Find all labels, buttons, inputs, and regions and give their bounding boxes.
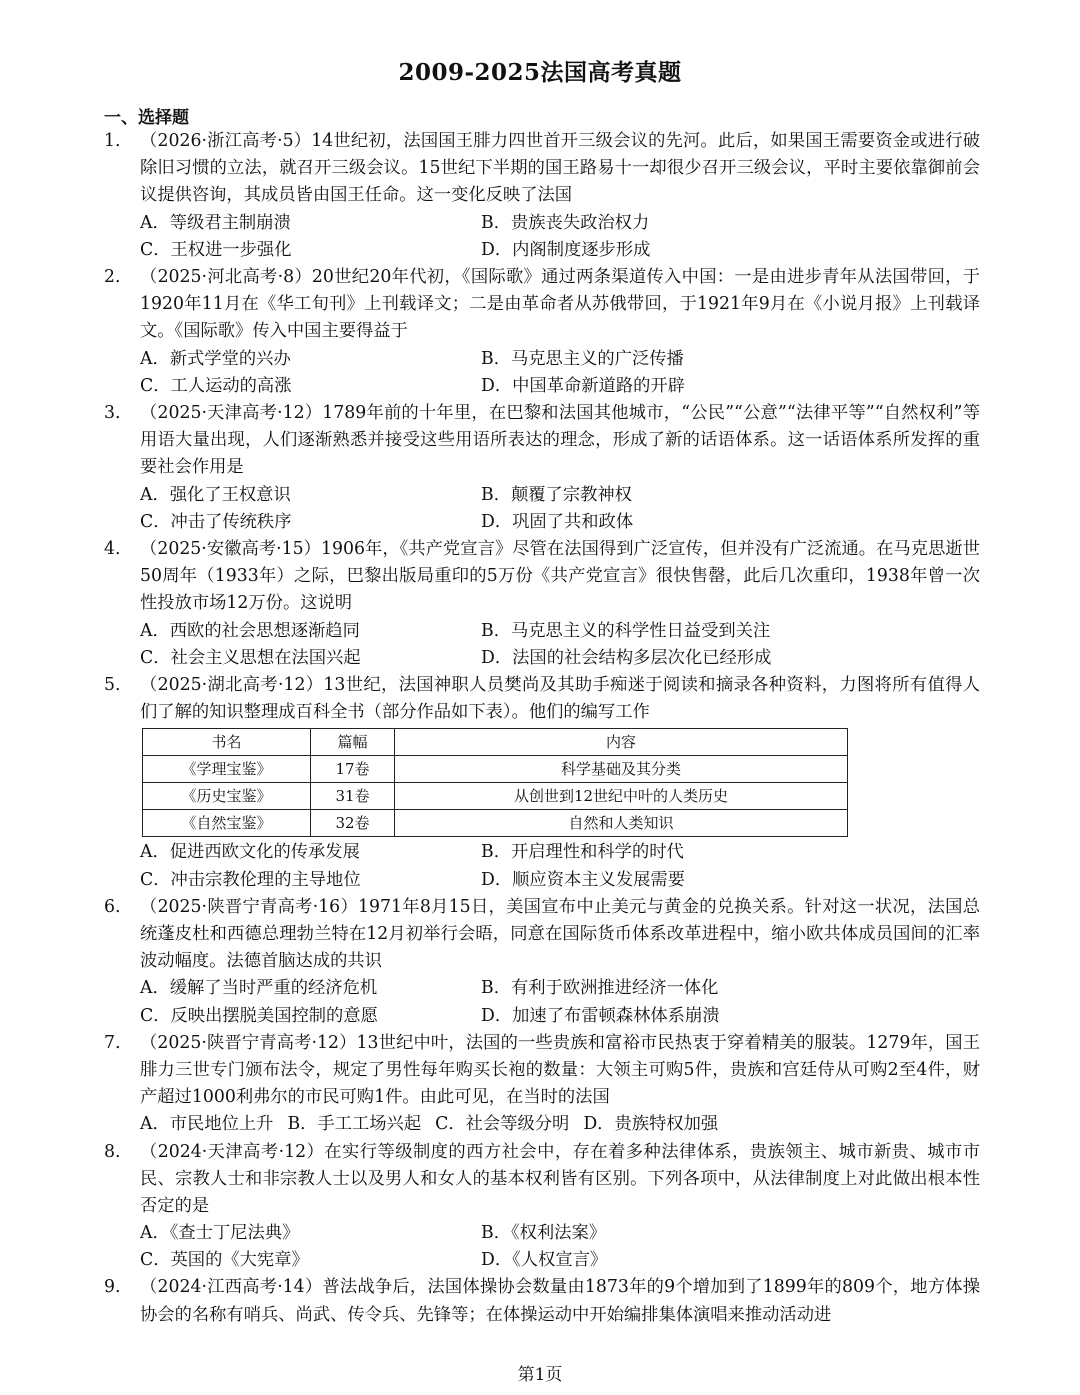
options-row bbox=[140, 1220, 980, 1247]
table-cell: 17卷 bbox=[311, 756, 395, 783]
answer-option: A．新式学堂的兴办 bbox=[140, 348, 291, 369]
question-stem bbox=[104, 264, 980, 346]
answer-option: A．强化了王权意识 bbox=[140, 484, 291, 505]
options-block bbox=[140, 482, 980, 536]
options-block bbox=[140, 210, 980, 264]
options-row bbox=[140, 645, 980, 672]
table-cell: 32卷 bbox=[311, 810, 395, 837]
table-cell: 《自然宝鉴》 bbox=[143, 810, 311, 837]
answer-option: A．市民地位上升 bbox=[140, 1114, 274, 1135]
answer-option: D．中国革命新道路的开辟 bbox=[481, 375, 685, 396]
answer-option: A．《查士丁尼法典》 bbox=[140, 1223, 300, 1244]
table-cell: 《历史宝鉴》 bbox=[143, 783, 311, 810]
table-header-cell: 书名 bbox=[143, 729, 311, 756]
question-item bbox=[104, 536, 980, 672]
question-text: （2024·天津高考·12）在实行等级制度的西方社会中，存在着多种法律体系，贵族领主、城市新贵、城市市民、宗教人士和非宗教人士以及男人和女人的基本权利皆有区别。下列各项中，从法律制度上对此做出根本性否定的是 bbox=[140, 1141, 980, 1216]
question-number: 6. bbox=[104, 896, 121, 917]
question-item bbox=[104, 400, 980, 536]
table-cell: 从创世到12世纪中叶的人类历史 bbox=[395, 783, 848, 810]
table-cell: 自然和人类知识 bbox=[395, 810, 848, 837]
answer-option: C．社会等级分明 bbox=[435, 1114, 570, 1135]
options-row bbox=[140, 1247, 980, 1274]
table-row bbox=[143, 756, 848, 783]
question-stem bbox=[104, 1139, 980, 1221]
answer-option: A．西欧的社会思想逐渐趋同 bbox=[140, 620, 360, 641]
question-item bbox=[104, 1139, 980, 1275]
options-block bbox=[140, 1111, 980, 1138]
answer-option: D．加速了布雷顿森林体系崩溃 bbox=[481, 1005, 720, 1026]
options-row bbox=[140, 1003, 980, 1030]
options-row bbox=[140, 237, 980, 264]
question-stem bbox=[104, 894, 980, 976]
question-number: 5. bbox=[104, 674, 121, 695]
options-row bbox=[140, 210, 980, 237]
question-text: （2025·安徽高考·15）1906年，《共产党宣言》尽管在法国得到广泛宣传，但并没有广泛流通。在马克思逝世50周年（1933年）之际，巴黎出版局重印的5万份《共产党宣言》很快售罄，此后几次重印，1938年曾一次性投放市场12万份。这说明 bbox=[140, 538, 980, 614]
answer-option: B．手工工场兴起 bbox=[287, 1114, 422, 1135]
page-number: 第1页 bbox=[517, 1365, 563, 1385]
answer-option: D．法国的社会结构多层次化已经形成 bbox=[481, 647, 772, 668]
question-text: （2026·浙江高考·5）14世纪初，法国国王腓力四世首开三级会议的先河。此后，如果国王需要资金或进行破除旧习惯的立法，就召开三级会议。15世纪下半期的国王路易十一却很少召开三级会议，平时主要依靠御前会议提供咨询，其成员皆由国王任命。这一变化反映了法国 bbox=[140, 131, 980, 206]
question-number: 9. bbox=[104, 1277, 121, 1298]
answer-option: D．《人权宣言》 bbox=[481, 1250, 608, 1271]
options-row bbox=[140, 509, 980, 536]
answer-option: C．反映出摆脱美国控制的意愿 bbox=[140, 1005, 378, 1026]
options-row bbox=[140, 346, 980, 373]
question-text: （2025·河北高考·8）20世纪20年代初，《国际歌》通过两条渠道传入中国：一是由进步青年从法国带回，于1920年11月在《华工旬刊》上刊载译文；二是由革命者从苏俄带回，于1921年9月在《小说月报》上刊载译文。《国际歌》传入中国主要得益于 bbox=[140, 266, 980, 342]
question-text: （2025·天津高考·12）1789年前的十年里，在巴黎和法国其他城市，“公民”“公意”“法律平等”“自然权利”等用语大量出现，人们逐渐熟悉并接受这些用语所表达的理念，形成了新的话语体系。这一话语体系所发挥的重要社会作用是 bbox=[140, 402, 980, 478]
answer-option: B．马克思主义的广泛传播 bbox=[481, 348, 684, 369]
answer-option: D．巩固了共和政体 bbox=[481, 511, 634, 532]
question-stem bbox=[104, 1030, 980, 1112]
answer-option: C．社会主义思想在法国兴起 bbox=[140, 647, 361, 668]
answer-option: C．王权进一步强化 bbox=[140, 239, 292, 260]
table-cell: 科学基础及其分类 bbox=[395, 756, 848, 783]
table-header-cell: 内容 bbox=[395, 729, 848, 756]
table-header-cell: 篇幅 bbox=[311, 729, 395, 756]
question-item bbox=[104, 672, 980, 894]
question-stem bbox=[104, 1274, 980, 1328]
question-item bbox=[104, 128, 980, 264]
table-header-row bbox=[143, 729, 848, 756]
answer-option: C．冲击宗教伦理的主导地位 bbox=[140, 869, 361, 890]
options-row bbox=[140, 373, 980, 400]
table-cell: 《学理宝鉴》 bbox=[143, 756, 311, 783]
answer-option: C．英国的《大宪章》 bbox=[140, 1250, 309, 1271]
question-text: （2025·陕晋宁青高考·12）13世纪中叶，法国的一些贵族和富裕市民热衷于穿着精美的服装。1279年，国王腓力三世专门颁布法令，规定了男性每年购买长袍的数量：大领主可购5件，贵族和宫廷侍从可购2至4件，财产超过1000利弗尔的市民可购1件。由此可见，在当时的法国 bbox=[140, 1032, 980, 1108]
options-block bbox=[140, 839, 980, 893]
question-stem bbox=[104, 128, 980, 210]
answer-option: B．有利于欧洲推进经济一体化 bbox=[481, 978, 719, 999]
options-row bbox=[140, 618, 980, 645]
answer-option: C．工人运动的高涨 bbox=[140, 375, 292, 396]
answer-option: A．等级君主制崩溃 bbox=[140, 212, 291, 233]
section-heading: 一、选择题 bbox=[104, 108, 189, 128]
answer-option: B．贵族丧失政治权力 bbox=[481, 212, 650, 233]
answer-option: B．《权利法案》 bbox=[481, 1223, 607, 1244]
options-row bbox=[140, 975, 980, 1002]
answer-option: A．促进西欧文化的传承发展 bbox=[140, 842, 360, 863]
question-number: 2. bbox=[104, 266, 121, 287]
question-number: 3. bbox=[104, 402, 121, 423]
book-table bbox=[142, 728, 848, 837]
answer-option: A．缓解了当时严重的经济危机 bbox=[140, 978, 378, 999]
answer-option: C．冲击了传统秩序 bbox=[140, 511, 292, 532]
question-list bbox=[104, 128, 980, 1329]
question-item bbox=[104, 264, 980, 400]
document-title: 2009-2025法国高考真题 bbox=[398, 59, 682, 86]
answer-option: B．开启理性和科学的时代 bbox=[481, 842, 684, 863]
question-stem bbox=[104, 400, 980, 482]
question-number: 4. bbox=[104, 538, 121, 559]
answer-option: D．顺应资本主义发展需要 bbox=[481, 869, 685, 890]
options-block bbox=[140, 1220, 980, 1274]
options-block bbox=[140, 618, 980, 672]
answer-option: B．马克思主义的科学性日益受到关注 bbox=[481, 620, 771, 641]
table-row bbox=[143, 810, 848, 837]
answer-option: D．贵族特权加强 bbox=[583, 1114, 719, 1135]
table-row bbox=[143, 783, 848, 810]
question-number: 8. bbox=[104, 1141, 121, 1162]
question-text: （2025·湖北高考·12）13世纪，法国神职人员樊尚及其助手痴迷于阅读和摘录各种资料，力图将所有值得人们了解的知识整理成百科全书（部分作品如下表）。他们的编写工作 bbox=[140, 674, 980, 723]
options-row bbox=[140, 1111, 980, 1138]
question-text: （2025·陕晋宁青高考·16）1971年8月15日，美国宣布中止美元与黄金的兑换关系。针对这一状况，法国总统蓬皮杜和西德总理勃兰特在12月初举行会晤，同意在国际货币体系改革进程中，缩小欧共体成员国间的汇率波动幅度。法德首脑达成的共识 bbox=[140, 896, 980, 972]
question-item bbox=[104, 1274, 980, 1328]
question-number: 7. bbox=[104, 1032, 121, 1053]
options-row bbox=[140, 839, 980, 866]
options-row bbox=[140, 867, 980, 894]
question-item bbox=[104, 894, 980, 1030]
options-row bbox=[140, 482, 980, 509]
question-stem bbox=[104, 536, 980, 618]
question-number: 1. bbox=[104, 131, 121, 151]
options-block bbox=[140, 975, 980, 1029]
question-item bbox=[104, 1030, 980, 1139]
options-block bbox=[140, 346, 980, 400]
answer-option: D．内阁制度逐步形成 bbox=[481, 239, 651, 260]
answer-option: B．颠覆了宗教神权 bbox=[481, 484, 632, 505]
question-stem bbox=[104, 672, 980, 726]
question-text: （2024·江西高考·14）普法战争后，法国体操协会数量由1873年的9个增加到了1899年的809个，地方体操协会的名称有哨兵、尚武、传令兵、先锋等；在体操运动中开始编排集体演唱来推动活动进 bbox=[140, 1277, 980, 1325]
table-cell: 31卷 bbox=[311, 783, 395, 810]
